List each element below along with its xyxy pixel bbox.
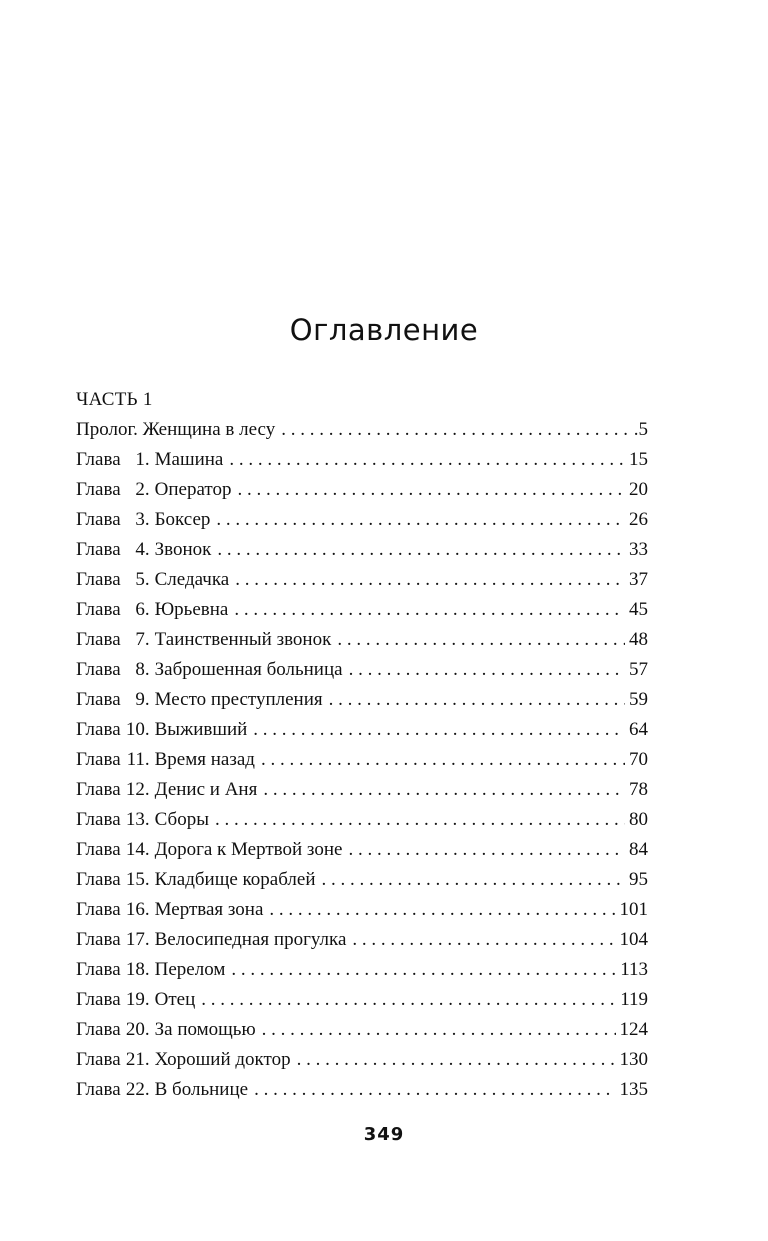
chapter-number: 20. xyxy=(125,1019,150,1040)
toc-entry xyxy=(76,445,648,475)
chapter-number: 3. xyxy=(135,509,150,530)
chapter-page: 119 xyxy=(620,989,648,1010)
dot-leader xyxy=(262,1015,616,1045)
chapter-title: Денис и Аня xyxy=(154,779,258,800)
dot-leader xyxy=(263,775,625,805)
toc-entry xyxy=(76,835,648,865)
chapter-title: Дорога к Мертвой зоне xyxy=(154,839,343,860)
toc-entry xyxy=(76,685,648,715)
page-title: Оглавление xyxy=(289,313,479,347)
toc-entry xyxy=(76,805,648,835)
chapter-page: 33 xyxy=(629,539,648,560)
chapter-word: Глава xyxy=(76,929,121,950)
chapter-title: Оператор xyxy=(154,479,232,500)
chapter-title: Сборы xyxy=(154,809,209,830)
chapter-page: 26 xyxy=(629,509,648,530)
chapter-number: 11. xyxy=(126,749,150,770)
chapter-number: 8. xyxy=(135,659,150,680)
chapter-word: Глава xyxy=(76,1049,121,1070)
chapter-word: Глава xyxy=(76,719,121,740)
chapter-number: 22. xyxy=(125,1079,150,1100)
toc-entry xyxy=(76,505,648,535)
chapter-word: Глава xyxy=(76,809,121,830)
chapter-number: 19. xyxy=(125,989,150,1010)
chapter-number: 13. xyxy=(125,809,150,830)
chapter-page: 64 xyxy=(629,719,648,740)
part-label: ЧАСТЬ 1 xyxy=(76,389,153,410)
chapter-word: Глава xyxy=(76,629,121,650)
dot-leader xyxy=(337,625,625,655)
dot-leader xyxy=(231,955,616,985)
chapter-word: Глава xyxy=(76,449,121,470)
dot-leader xyxy=(281,415,634,445)
chapter-page: 45 xyxy=(629,599,648,620)
toc-entry xyxy=(76,745,648,775)
chapter-page: 95 xyxy=(629,869,648,890)
dot-leader xyxy=(234,595,625,625)
toc-entry xyxy=(76,715,648,745)
chapter-word: Глава xyxy=(76,539,121,560)
dot-leader xyxy=(254,1075,615,1105)
toc-entry-prologue xyxy=(76,415,648,445)
chapter-page: 130 xyxy=(619,1049,648,1070)
chapter-title: Отец xyxy=(154,989,196,1010)
chapter-page: 57 xyxy=(629,659,648,680)
chapter-page: 113 xyxy=(620,959,648,980)
chapter-title: Хороший доктор xyxy=(154,1049,291,1070)
chapter-title: За помощью xyxy=(154,1019,256,1040)
chapter-number: 16. xyxy=(125,899,150,920)
chapter-number: 7. xyxy=(135,629,150,650)
chapter-word: Глава xyxy=(76,689,121,710)
toc-entry xyxy=(76,955,648,985)
chapter-page: 15 xyxy=(629,449,648,470)
chapter-word: Глава xyxy=(76,749,121,770)
toc-entry xyxy=(76,625,648,655)
table-of-contents xyxy=(76,385,648,1105)
chapter-number: 15. xyxy=(125,869,150,890)
chapter-word: Глава xyxy=(76,659,121,680)
chapter-page: 48 xyxy=(629,629,648,650)
chapter-page: 80 xyxy=(629,809,648,830)
dot-leader xyxy=(235,565,625,595)
page-number: 349 xyxy=(363,1124,405,1145)
toc-entry xyxy=(76,775,648,805)
dot-leader xyxy=(352,925,615,955)
chapter-word: Глава xyxy=(76,1019,121,1040)
prologue-title: Пролог. Женщина в лесу xyxy=(76,419,276,440)
chapter-page: 78 xyxy=(629,779,648,800)
toc-entry xyxy=(76,985,648,1015)
chapter-number: 18. xyxy=(125,959,150,980)
chapter-title: Заброшенная больница xyxy=(154,659,343,680)
chapter-word: Глава xyxy=(76,899,121,920)
chapter-page: 104 xyxy=(619,929,648,950)
chapter-word: Глава xyxy=(76,1079,121,1100)
toc-entry xyxy=(76,535,648,565)
chapter-word: Глава xyxy=(76,959,121,980)
chapter-word: Глава xyxy=(76,509,121,530)
chapter-page: 101 xyxy=(619,899,648,920)
chapter-number: 21. xyxy=(125,1049,150,1070)
chapter-word: Глава xyxy=(76,839,121,860)
chapter-title: Следачка xyxy=(154,569,230,590)
chapter-number: 2. xyxy=(135,479,150,500)
chapter-number: 9. xyxy=(135,689,150,710)
dot-leader xyxy=(348,835,625,865)
chapter-number: 17. xyxy=(125,929,150,950)
chapter-page: 70 xyxy=(629,749,648,770)
toc-entry xyxy=(76,865,648,895)
chapter-title: Время назад xyxy=(154,749,255,770)
chapter-page: 84 xyxy=(629,839,648,860)
dot-leader xyxy=(237,475,625,505)
dot-leader xyxy=(215,805,625,835)
toc-entry xyxy=(76,925,648,955)
chapter-page: 37 xyxy=(629,569,648,590)
toc-entry xyxy=(76,1045,648,1075)
chapter-title: Выживший xyxy=(154,719,248,740)
toc-entry xyxy=(76,1075,648,1105)
toc-entry xyxy=(76,1015,648,1045)
chapter-page: 124 xyxy=(619,1019,648,1040)
dot-leader xyxy=(216,505,625,535)
toc-entry xyxy=(76,565,648,595)
dot-leader xyxy=(322,865,625,895)
chapter-title: Таинственный звонок xyxy=(154,629,332,650)
dot-leader xyxy=(229,445,625,475)
toc-entry xyxy=(76,475,648,505)
chapter-number: 5. xyxy=(135,569,150,590)
chapter-word: Глава xyxy=(76,779,121,800)
dot-leader xyxy=(349,655,625,685)
dot-leader xyxy=(269,895,615,925)
dot-leader xyxy=(329,685,625,715)
chapter-number: 6. xyxy=(135,599,150,620)
prologue-page: .5 xyxy=(633,419,648,440)
dot-leader xyxy=(297,1045,616,1075)
chapter-page: 135 xyxy=(619,1079,648,1100)
chapter-page: 59 xyxy=(629,689,648,710)
chapter-word: Глава xyxy=(76,599,121,620)
chapter-number: 12. xyxy=(125,779,150,800)
chapter-list xyxy=(76,445,648,1105)
chapter-title: Перелом xyxy=(154,959,226,980)
dot-leader xyxy=(261,745,625,775)
dot-leader xyxy=(217,535,625,565)
chapter-page: 20 xyxy=(629,479,648,500)
chapter-word: Глава xyxy=(76,479,121,500)
toc-entry xyxy=(76,895,648,925)
chapter-number: 10. xyxy=(125,719,150,740)
chapter-title: Мертвая зона xyxy=(154,899,264,920)
chapter-title: Велосипедная прогулка xyxy=(154,929,347,950)
chapter-title: Кладбище кораблей xyxy=(154,869,316,890)
chapter-number: 4. xyxy=(135,539,150,560)
chapter-title: Машина xyxy=(154,449,224,470)
dot-leader xyxy=(253,715,625,745)
chapter-title: Юрьевна xyxy=(154,599,229,620)
chapter-word: Глава xyxy=(76,569,121,590)
toc-entry xyxy=(76,595,648,625)
toc-entry xyxy=(76,655,648,685)
chapter-title: Звонок xyxy=(154,539,212,560)
chapter-word: Глава xyxy=(76,869,121,890)
chapter-number: 14. xyxy=(125,839,150,860)
chapter-number: 1. xyxy=(135,449,150,470)
chapter-word: Глава xyxy=(76,989,121,1010)
chapter-title: Место преступления xyxy=(154,689,323,710)
dot-leader xyxy=(201,985,616,1015)
chapter-title: В больнице xyxy=(154,1079,249,1100)
chapter-title: Боксер xyxy=(154,509,211,530)
